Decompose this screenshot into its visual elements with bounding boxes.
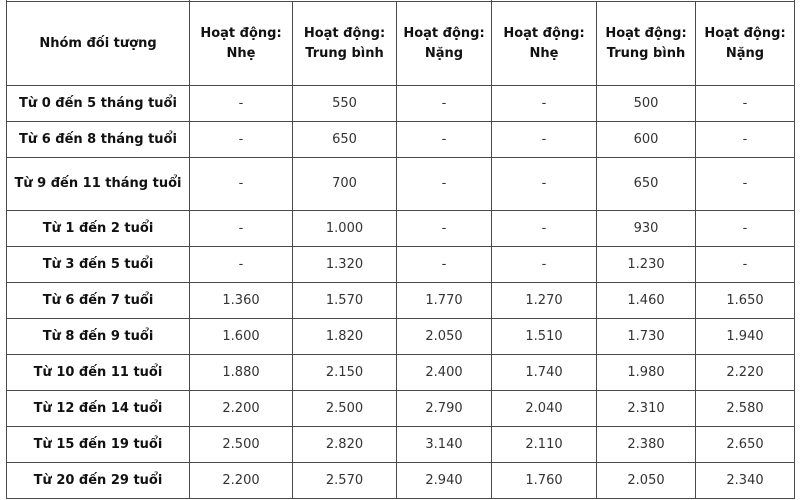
value-cell: - <box>696 247 795 283</box>
value-cell: 650 <box>597 158 696 211</box>
value-cell: 1.570 <box>293 283 397 319</box>
value-cell: 2.340 <box>696 463 795 499</box>
value-cell: - <box>397 86 492 122</box>
value-cell: 600 <box>597 122 696 158</box>
value-cell: 2.500 <box>190 427 293 463</box>
value-cell: 2.400 <box>397 355 492 391</box>
value-cell: - <box>190 211 293 247</box>
value-cell: 1.770 <box>397 283 492 319</box>
value-cell: - <box>397 158 492 211</box>
value-cell: - <box>492 158 597 211</box>
value-cell: 2.220 <box>696 355 795 391</box>
value-cell: 2.050 <box>397 319 492 355</box>
value-cell: 500 <box>597 86 696 122</box>
energy-requirement-table <box>6 0 795 499</box>
value-cell: 2.570 <box>293 463 397 499</box>
value-cell: 650 <box>293 122 397 158</box>
table-row <box>7 427 795 463</box>
value-cell: 2.790 <box>397 391 492 427</box>
row-group-label: Từ 0 đến 5 tháng tuổi <box>7 86 190 122</box>
column-header: Hoạt động: Nhẹ <box>190 2 293 86</box>
value-cell: 2.050 <box>597 463 696 499</box>
value-cell: 550 <box>293 86 397 122</box>
value-cell: 1.510 <box>492 319 597 355</box>
value-cell: 1.730 <box>597 319 696 355</box>
row-group-label: Từ 8 đến 9 tuổi <box>7 319 190 355</box>
value-cell: 1.760 <box>492 463 597 499</box>
row-group-label: Từ 15 đến 19 tuổi <box>7 427 190 463</box>
value-cell: 1.880 <box>190 355 293 391</box>
row-group-label: Từ 12 đến 14 tuổi <box>7 391 190 427</box>
value-cell: - <box>190 122 293 158</box>
value-cell: 1.600 <box>190 319 293 355</box>
value-cell: - <box>492 122 597 158</box>
value-cell: 1.460 <box>597 283 696 319</box>
value-cell: 1.820 <box>293 319 397 355</box>
value-cell: 1.360 <box>190 283 293 319</box>
value-cell: - <box>397 247 492 283</box>
table-row <box>7 158 795 211</box>
column-header: Hoạt động: Nhẹ <box>492 2 597 86</box>
value-cell: - <box>696 122 795 158</box>
value-cell: 2.580 <box>696 391 795 427</box>
row-group-label: Từ 6 đến 8 tháng tuổi <box>7 122 190 158</box>
value-cell: - <box>492 86 597 122</box>
value-cell: 2.150 <box>293 355 397 391</box>
table-row <box>7 355 795 391</box>
value-cell: - <box>696 86 795 122</box>
value-cell: 2.110 <box>492 427 597 463</box>
group-header: Nhóm đối tượng <box>7 2 190 86</box>
value-cell: 2.200 <box>190 391 293 427</box>
value-cell: 2.650 <box>696 427 795 463</box>
table-row <box>7 391 795 427</box>
value-cell: 2.820 <box>293 427 397 463</box>
value-cell: 700 <box>293 158 397 211</box>
value-cell: 2.310 <box>597 391 696 427</box>
value-cell: 2.500 <box>293 391 397 427</box>
value-cell: 1.650 <box>696 283 795 319</box>
energy-table-container <box>6 0 795 499</box>
table-row <box>7 463 795 499</box>
row-group-label: Từ 1 đến 2 tuổi <box>7 211 190 247</box>
column-header: Hoạt động: Trung bình <box>293 2 397 86</box>
row-group-label: Từ 6 đến 7 tuổi <box>7 283 190 319</box>
table-row <box>7 283 795 319</box>
value-cell: - <box>397 211 492 247</box>
row-group-label: Từ 9 đến 11 tháng tuổi <box>7 158 190 211</box>
value-cell: 1.000 <box>293 211 397 247</box>
value-cell: 2.380 <box>597 427 696 463</box>
header-row <box>7 2 795 86</box>
value-cell: - <box>190 86 293 122</box>
value-cell: - <box>492 247 597 283</box>
table-body <box>7 0 795 499</box>
value-cell: 3.140 <box>397 427 492 463</box>
value-cell: 930 <box>597 211 696 247</box>
row-group-label: Từ 20 đến 29 tuổi <box>7 463 190 499</box>
value-cell: - <box>696 211 795 247</box>
table-row <box>7 247 795 283</box>
value-cell: 1.270 <box>492 283 597 319</box>
value-cell: - <box>696 158 795 211</box>
column-header: Hoạt động: Nặng <box>696 2 795 86</box>
value-cell: 1.740 <box>492 355 597 391</box>
table-row <box>7 86 795 122</box>
row-group-label: Từ 3 đến 5 tuổi <box>7 247 190 283</box>
value-cell: 1.320 <box>293 247 397 283</box>
value-cell: - <box>492 211 597 247</box>
value-cell: - <box>190 247 293 283</box>
value-cell: 1.980 <box>597 355 696 391</box>
value-cell: - <box>397 122 492 158</box>
table-row <box>7 319 795 355</box>
value-cell: 1.230 <box>597 247 696 283</box>
table-row <box>7 122 795 158</box>
table-row <box>7 211 795 247</box>
value-cell: 2.940 <box>397 463 492 499</box>
column-header: Hoạt động: Nặng <box>397 2 492 86</box>
value-cell: 2.040 <box>492 391 597 427</box>
value-cell: 2.200 <box>190 463 293 499</box>
column-header: Hoạt động: Trung bình <box>597 2 696 86</box>
value-cell: - <box>190 158 293 211</box>
row-group-label: Từ 10 đến 11 tuổi <box>7 355 190 391</box>
value-cell: 1.940 <box>696 319 795 355</box>
